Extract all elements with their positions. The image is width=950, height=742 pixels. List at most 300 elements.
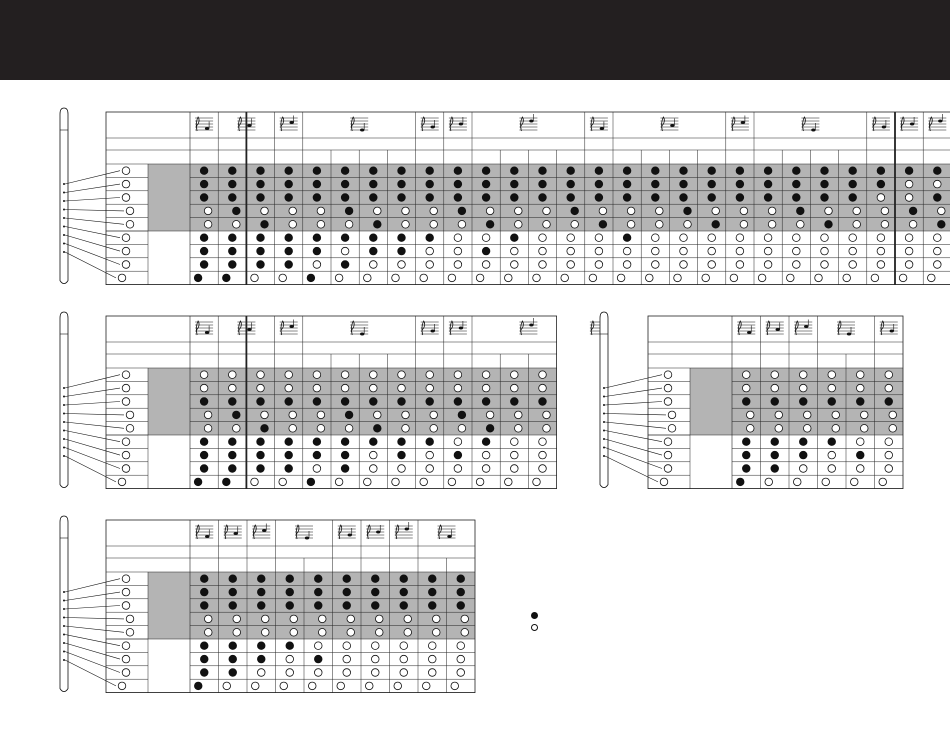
open-hole-icon xyxy=(768,221,776,229)
leader-line xyxy=(605,439,662,455)
recorder-icon xyxy=(600,312,608,488)
closed-hole-icon xyxy=(567,180,575,188)
open-hole-icon xyxy=(905,180,913,188)
closed-hole-icon xyxy=(771,398,779,406)
open-hole-icon xyxy=(364,478,372,486)
open-hole-icon xyxy=(708,247,716,255)
recorder-hole xyxy=(603,387,605,389)
recorder-hole xyxy=(63,251,65,253)
closed-hole-icon xyxy=(571,207,579,215)
open-hole-icon xyxy=(261,207,269,215)
open-hole-icon xyxy=(627,221,635,229)
closed-hole-icon xyxy=(567,194,575,202)
recorder-icon xyxy=(60,108,68,284)
leader-line xyxy=(605,422,666,428)
recorder-hole xyxy=(603,413,605,415)
closed-hole-icon xyxy=(623,180,631,188)
leader-line xyxy=(65,626,124,632)
note-head xyxy=(459,327,463,330)
closed-hole-icon xyxy=(736,167,744,175)
open-hole-icon xyxy=(394,682,402,690)
open-hole-icon xyxy=(482,234,490,242)
open-hole-icon xyxy=(392,478,400,486)
recorder-hole xyxy=(603,404,605,406)
open-hole-icon xyxy=(398,465,406,473)
closed-hole-icon xyxy=(341,438,349,446)
hole-label-icon xyxy=(122,465,130,473)
closed-hole-icon xyxy=(345,207,353,215)
open-hole-icon xyxy=(286,669,294,677)
open-hole-icon xyxy=(787,274,795,282)
closed-hole-icon xyxy=(793,167,801,175)
open-hole-icon xyxy=(448,274,456,282)
open-hole-icon xyxy=(317,207,325,215)
open-hole-icon xyxy=(758,274,766,282)
closed-hole-icon xyxy=(257,398,265,406)
open-hole-icon xyxy=(764,261,772,269)
closed-hole-icon xyxy=(742,438,750,446)
recorder-hole xyxy=(603,430,605,432)
open-hole-icon xyxy=(308,682,316,690)
open-hole-icon xyxy=(905,194,913,202)
closed-hole-icon xyxy=(229,194,237,202)
closed-hole-icon xyxy=(286,588,294,596)
note-head xyxy=(741,121,745,124)
open-hole-icon xyxy=(375,615,383,623)
hole-label-icon xyxy=(118,274,126,282)
closed-hole-icon xyxy=(457,602,465,610)
closed-hole-icon xyxy=(341,465,349,473)
open-hole-icon xyxy=(821,261,829,269)
closed-hole-icon xyxy=(285,180,293,188)
closed-hole-icon xyxy=(428,588,436,596)
closed-hole-icon xyxy=(257,602,265,610)
open-hole-icon xyxy=(531,624,538,631)
open-hole-icon xyxy=(539,465,547,473)
closed-hole-icon xyxy=(285,451,293,459)
hole-label-icon xyxy=(122,438,130,446)
open-hole-icon xyxy=(341,384,349,392)
open-hole-icon xyxy=(223,682,231,690)
leader-line xyxy=(65,227,120,238)
open-hole-icon xyxy=(371,642,379,650)
note-head xyxy=(847,333,851,336)
leader-line xyxy=(65,606,120,610)
closed-hole-icon xyxy=(856,451,864,459)
open-hole-icon xyxy=(768,207,776,215)
closed-hole-icon xyxy=(257,642,265,650)
open-hole-icon xyxy=(204,629,212,637)
open-hole-icon xyxy=(877,247,885,255)
open-hole-icon xyxy=(426,384,434,392)
closed-hole-icon xyxy=(398,194,406,202)
open-hole-icon xyxy=(821,234,829,242)
closed-hole-icon xyxy=(457,588,465,596)
closed-hole-icon xyxy=(599,221,607,229)
closed-hole-icon xyxy=(229,234,237,242)
closed-hole-icon xyxy=(821,180,829,188)
open-hole-icon xyxy=(341,371,349,379)
open-hole-icon xyxy=(871,274,879,282)
closed-hole-icon xyxy=(539,398,547,406)
open-hole-icon xyxy=(289,425,297,433)
open-hole-icon xyxy=(318,615,326,623)
closed-hole-icon xyxy=(400,575,408,583)
closed-hole-icon xyxy=(313,247,321,255)
open-hole-icon xyxy=(317,221,325,229)
open-hole-icon xyxy=(885,451,893,459)
recorder-hole xyxy=(63,183,65,185)
open-hole-icon xyxy=(799,384,807,392)
hole-label-icon xyxy=(664,371,672,379)
closed-hole-icon xyxy=(428,602,436,610)
closed-hole-icon xyxy=(771,451,779,459)
open-hole-icon xyxy=(428,642,436,650)
closed-hole-icon xyxy=(229,669,237,677)
closed-hole-icon xyxy=(370,194,378,202)
open-hole-icon xyxy=(589,274,597,282)
closed-hole-icon xyxy=(313,451,321,459)
open-hole-icon xyxy=(335,274,343,282)
open-hole-icon xyxy=(448,478,456,486)
open-hole-icon xyxy=(422,682,430,690)
open-hole-icon xyxy=(740,207,748,215)
closed-hole-icon xyxy=(905,167,913,175)
open-hole-icon xyxy=(680,261,688,269)
closed-hole-icon xyxy=(595,167,603,175)
open-hole-icon xyxy=(505,274,513,282)
open-hole-icon xyxy=(853,221,861,229)
open-hole-icon xyxy=(482,465,490,473)
open-hole-icon xyxy=(627,207,635,215)
closed-hole-icon xyxy=(200,167,208,175)
note-head xyxy=(910,123,914,126)
open-hole-icon xyxy=(515,221,523,229)
recorder-hole xyxy=(63,421,65,423)
closed-hole-icon xyxy=(233,207,241,215)
open-hole-icon xyxy=(511,451,519,459)
note-head xyxy=(431,126,435,129)
open-hole-icon xyxy=(885,384,893,392)
closed-hole-icon xyxy=(486,221,494,229)
hole-label-icon xyxy=(122,588,130,596)
recorder-hole xyxy=(63,455,65,457)
open-hole-icon xyxy=(799,371,807,379)
open-hole-icon xyxy=(885,438,893,446)
open-hole-icon xyxy=(825,207,833,215)
open-hole-icon xyxy=(402,207,410,215)
open-hole-icon xyxy=(426,371,434,379)
bass-fingering-chart xyxy=(60,516,475,693)
hole-label-icon xyxy=(668,411,676,419)
closed-hole-icon xyxy=(539,194,547,202)
hole-label-icon xyxy=(668,425,676,433)
closed-hole-icon xyxy=(223,478,231,486)
leader-line xyxy=(605,456,658,482)
recorder-hole xyxy=(63,634,65,636)
open-hole-icon xyxy=(571,221,579,229)
closed-hole-icon xyxy=(595,180,603,188)
open-hole-icon xyxy=(856,371,864,379)
closed-hole-icon xyxy=(680,180,688,188)
closed-hole-icon xyxy=(374,221,382,229)
open-hole-icon xyxy=(420,274,428,282)
recorder-icon xyxy=(60,312,68,488)
recorder-hole xyxy=(63,192,65,194)
open-hole-icon xyxy=(261,615,269,623)
open-hole-icon xyxy=(345,221,353,229)
open-hole-icon xyxy=(257,371,265,379)
recorder-hole xyxy=(63,200,65,202)
leader-line xyxy=(605,388,662,396)
open-hole-icon xyxy=(454,234,462,242)
leader-line xyxy=(65,618,124,619)
closed-hole-icon xyxy=(285,438,293,446)
open-hole-icon xyxy=(511,438,519,446)
leader-line xyxy=(65,660,116,686)
open-hole-icon xyxy=(684,221,692,229)
leader-line xyxy=(65,456,116,482)
closed-hole-icon xyxy=(511,167,519,175)
open-hole-icon xyxy=(204,207,212,215)
open-hole-icon xyxy=(347,615,355,623)
open-hole-icon xyxy=(511,247,519,255)
open-hole-icon xyxy=(420,478,428,486)
note-head xyxy=(247,328,251,331)
open-hole-icon xyxy=(374,207,382,215)
recorder-hole xyxy=(63,608,65,610)
open-hole-icon xyxy=(515,207,523,215)
hole-label-icon xyxy=(122,194,130,202)
leader-line xyxy=(65,184,120,192)
note-head xyxy=(600,127,604,130)
closed-hole-icon xyxy=(370,247,378,255)
closed-hole-icon xyxy=(229,167,237,175)
closed-hole-icon xyxy=(764,167,772,175)
open-hole-icon xyxy=(426,261,434,269)
open-hole-icon xyxy=(934,180,942,188)
shaded-band xyxy=(148,572,475,639)
open-hole-icon xyxy=(229,371,237,379)
recorder-hole xyxy=(63,226,65,228)
recorder-hole xyxy=(63,430,65,432)
note-head xyxy=(747,331,751,334)
closed-hole-icon xyxy=(764,180,772,188)
note-head xyxy=(262,529,266,532)
closed-hole-icon xyxy=(229,438,237,446)
open-hole-icon xyxy=(374,411,382,419)
soprano-fingering-chart xyxy=(60,108,950,285)
open-hole-icon xyxy=(561,274,569,282)
hole-label-icon xyxy=(126,221,134,229)
closed-hole-icon xyxy=(708,167,716,175)
closed-hole-icon xyxy=(371,602,379,610)
recorder-hole xyxy=(63,642,65,644)
closed-hole-icon xyxy=(200,669,208,677)
closed-hole-icon xyxy=(567,167,575,175)
closed-hole-icon xyxy=(341,451,349,459)
open-hole-icon xyxy=(889,425,897,433)
recorder-icon xyxy=(60,516,68,692)
closed-hole-icon xyxy=(511,234,519,242)
open-hole-icon xyxy=(881,221,889,229)
open-hole-icon xyxy=(347,629,355,637)
closed-hole-icon xyxy=(736,180,744,188)
open-hole-icon xyxy=(457,655,465,663)
open-hole-icon xyxy=(889,411,897,419)
note-head xyxy=(529,324,533,327)
closed-hole-icon xyxy=(426,438,434,446)
recorder-hole xyxy=(63,617,65,619)
open-hole-icon xyxy=(426,247,434,255)
closed-hole-icon xyxy=(370,180,378,188)
closed-hole-icon xyxy=(341,194,349,202)
closed-hole-icon xyxy=(370,438,378,446)
closed-hole-icon xyxy=(229,451,237,459)
closed-hole-icon xyxy=(684,207,692,215)
closed-hole-icon xyxy=(261,425,269,433)
closed-hole-icon xyxy=(454,194,462,202)
closed-hole-icon xyxy=(652,167,660,175)
open-hole-icon xyxy=(905,261,913,269)
closed-hole-icon xyxy=(233,411,241,419)
recorder-hole xyxy=(63,209,65,211)
open-hole-icon xyxy=(313,465,321,473)
recorder-hole xyxy=(63,625,65,627)
leader-line xyxy=(65,388,120,396)
note-head xyxy=(290,121,294,124)
closed-hole-icon xyxy=(285,234,293,242)
open-hole-icon xyxy=(204,221,212,229)
leader-line xyxy=(65,402,120,406)
leader-line xyxy=(65,244,120,265)
closed-hole-icon xyxy=(708,180,716,188)
hole-label-icon xyxy=(660,478,668,486)
open-hole-icon xyxy=(290,629,298,637)
open-hole-icon xyxy=(458,425,466,433)
closed-hole-icon xyxy=(314,655,322,663)
closed-hole-icon xyxy=(285,398,293,406)
open-hole-icon xyxy=(402,411,410,419)
recorder-hole xyxy=(63,243,65,245)
closed-hole-icon xyxy=(313,438,321,446)
closed-hole-icon xyxy=(799,398,807,406)
closed-hole-icon xyxy=(828,438,836,446)
closed-hole-icon xyxy=(426,398,434,406)
open-hole-icon xyxy=(828,451,836,459)
open-hole-icon xyxy=(335,478,343,486)
closed-hole-icon xyxy=(341,167,349,175)
closed-hole-icon xyxy=(771,438,779,446)
recorder-hole xyxy=(603,447,605,449)
open-hole-icon xyxy=(458,221,466,229)
recorder-hole xyxy=(63,600,65,602)
closed-hole-icon xyxy=(877,180,885,188)
leader-line xyxy=(65,218,124,224)
open-hole-icon xyxy=(539,438,547,446)
open-hole-icon xyxy=(402,221,410,229)
closed-hole-icon xyxy=(799,438,807,446)
closed-hole-icon xyxy=(426,234,434,242)
closed-hole-icon xyxy=(680,194,688,202)
hole-label-icon xyxy=(664,451,672,459)
shaded-band xyxy=(690,368,903,435)
open-hole-icon xyxy=(398,371,406,379)
open-hole-icon xyxy=(828,371,836,379)
closed-hole-icon xyxy=(307,478,315,486)
alto-fingering-chart xyxy=(60,312,608,489)
open-hole-icon xyxy=(314,669,322,677)
leader-line xyxy=(65,414,124,415)
open-hole-icon xyxy=(454,247,462,255)
closed-hole-icon xyxy=(398,180,406,188)
leader-line xyxy=(65,422,124,428)
open-hole-icon xyxy=(289,207,297,215)
closed-hole-icon xyxy=(313,194,321,202)
open-hole-icon xyxy=(595,261,603,269)
closed-hole-icon xyxy=(200,642,208,650)
open-hole-icon xyxy=(539,451,547,459)
leader-line xyxy=(65,635,120,646)
closed-hole-icon xyxy=(257,438,265,446)
closed-hole-icon xyxy=(821,167,829,175)
open-hole-icon xyxy=(652,247,660,255)
closed-hole-icon xyxy=(229,180,237,188)
open-hole-icon xyxy=(740,221,748,229)
recorder-hole xyxy=(63,591,65,593)
leader-line xyxy=(65,252,116,278)
open-hole-icon xyxy=(233,221,241,229)
open-hole-icon xyxy=(476,274,484,282)
open-hole-icon xyxy=(200,384,208,392)
open-hole-icon xyxy=(426,451,434,459)
closed-hole-icon xyxy=(877,167,885,175)
closed-hole-icon xyxy=(652,194,660,202)
open-hole-icon xyxy=(905,247,913,255)
open-hole-icon xyxy=(712,207,720,215)
recorder-hole xyxy=(603,396,605,398)
closed-hole-icon xyxy=(200,398,208,406)
open-hole-icon xyxy=(539,384,547,392)
open-hole-icon xyxy=(656,221,664,229)
open-hole-icon xyxy=(843,274,851,282)
closed-hole-icon xyxy=(257,247,265,255)
closed-hole-icon xyxy=(426,194,434,202)
leader-line xyxy=(605,431,662,442)
closed-hole-icon xyxy=(313,167,321,175)
open-hole-icon xyxy=(454,438,462,446)
closed-hole-icon xyxy=(313,180,321,188)
open-hole-icon xyxy=(457,669,465,677)
open-hole-icon xyxy=(511,371,519,379)
recorder-hole xyxy=(63,404,65,406)
closed-hole-icon xyxy=(307,274,315,282)
closed-hole-icon xyxy=(200,575,208,583)
closed-hole-icon xyxy=(194,274,202,282)
closed-hole-icon xyxy=(257,451,265,459)
open-hole-icon xyxy=(204,411,212,419)
open-hole-icon xyxy=(885,465,893,473)
open-hole-icon xyxy=(849,247,857,255)
closed-hole-icon xyxy=(595,194,603,202)
open-hole-icon xyxy=(261,411,269,419)
closed-hole-icon xyxy=(257,655,265,663)
open-hole-icon xyxy=(454,465,462,473)
closed-hole-icon xyxy=(257,194,265,202)
closed-hole-icon xyxy=(849,180,857,188)
closed-hole-icon xyxy=(314,575,322,583)
closed-hole-icon xyxy=(623,167,631,175)
